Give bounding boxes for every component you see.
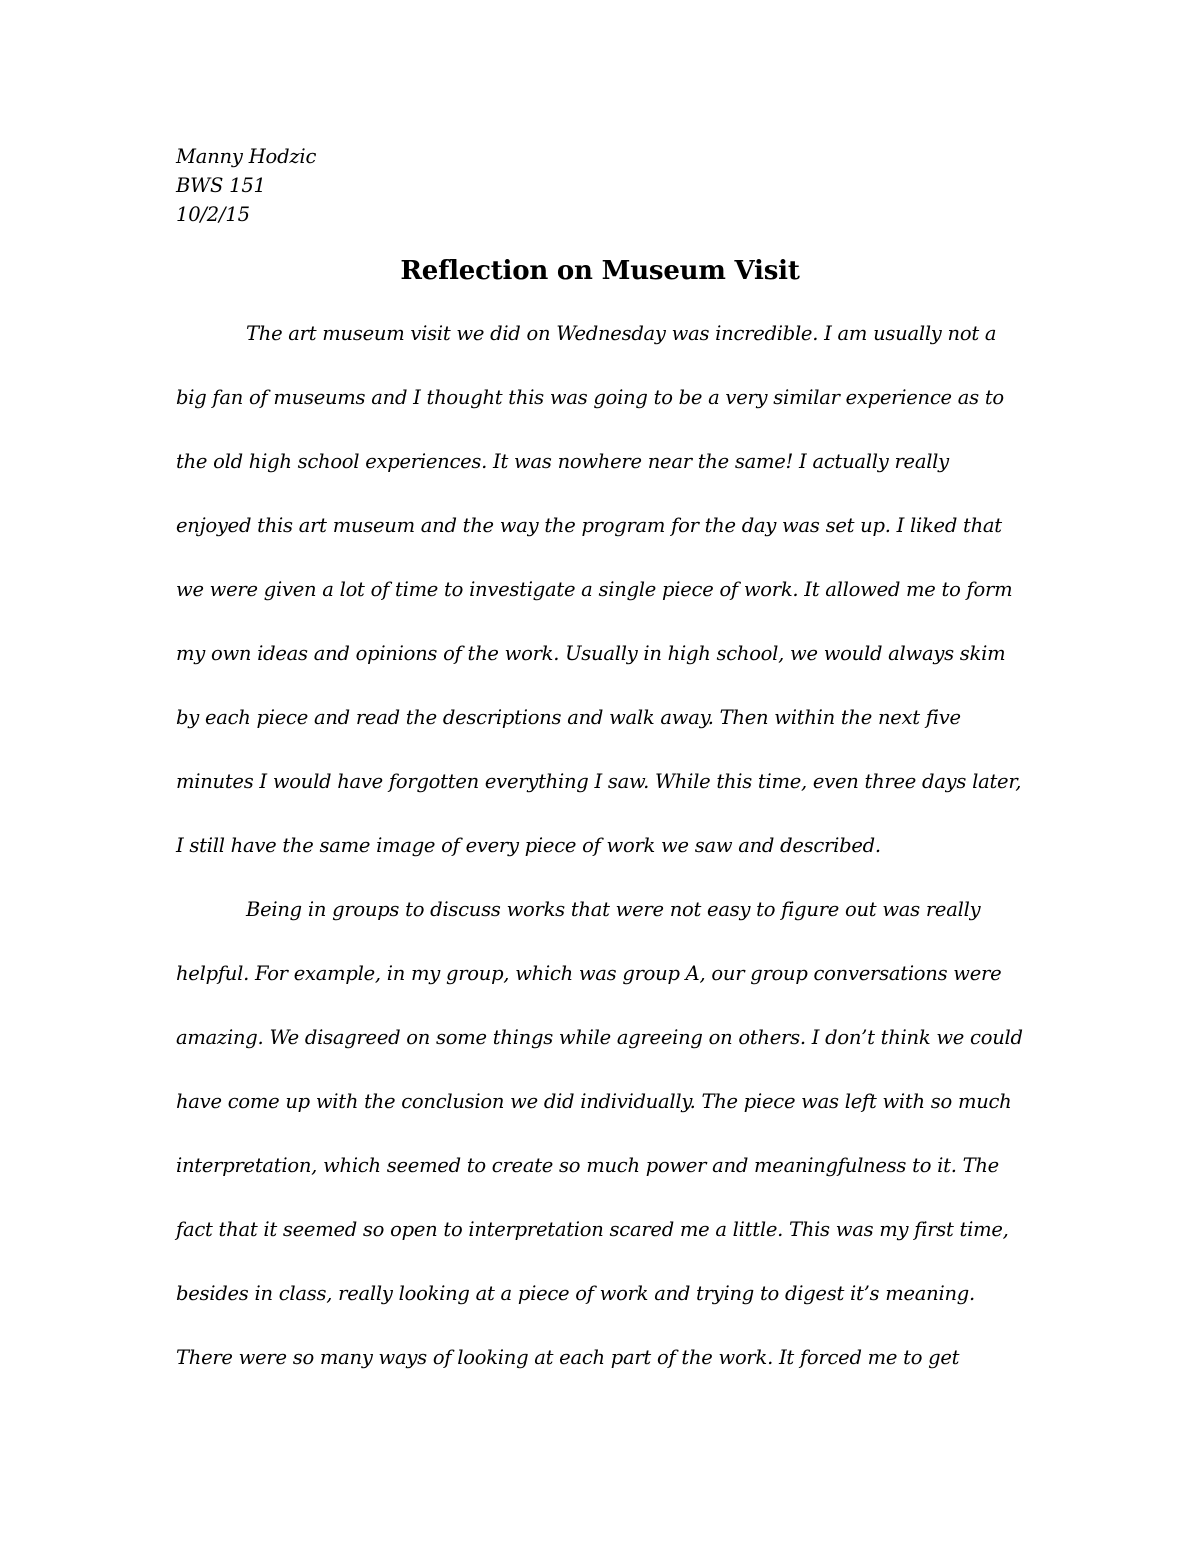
body-line: by each piece and read the descriptions and walk away. Then within the next five xyxy=(176,706,961,729)
body-line: amazing. We disagreed on some things while agreeing on others. I don’t think we could xyxy=(176,1026,1023,1049)
body-line: The art museum visit we did on Wednesday was incredible. I am usually not a xyxy=(246,322,997,345)
body-line: enjoyed this art museum and the way the program for the day was set up. I liked that xyxy=(176,514,1002,537)
body-line: big fan of museums and I thought this was going to be a very similar experience as to xyxy=(176,386,1004,409)
body-line: besides in class, really looking at a piece of work and trying to digest it’s meaning. xyxy=(176,1282,975,1305)
body-line: Being in groups to discuss works that were not easy to figure out was really xyxy=(246,898,981,921)
date-line: 10/2/15 xyxy=(176,203,250,226)
body-line: have come up with the conclusion we did individually. The piece was left with so much xyxy=(176,1090,1012,1113)
body-line: fact that it seemed so open to interpretation scared me a little. This was my first time, xyxy=(176,1218,1009,1241)
author-name: Manny Hodzic xyxy=(176,145,317,168)
header-block xyxy=(176,142,776,229)
body-line: interpretation, which seemed to create so much power and meaningfulness to it. The xyxy=(176,1154,999,1177)
document-body xyxy=(176,318,1056,1406)
document-title: Reflection on Museum Visit xyxy=(400,256,800,286)
body-line: we were given a lot of time to investigate a single piece of work. It allowed me to form xyxy=(176,578,1013,601)
body-line: There were so many ways of looking at each part of the work. It forced me to get xyxy=(176,1346,960,1369)
body-line: the old high school experiences. It was nowhere near the same! I actually really xyxy=(176,450,949,473)
course-code: BWS 151 xyxy=(176,174,266,197)
body-line: my own ideas and opinions of the work. Usually in high school, we would always skim xyxy=(176,642,1006,665)
body-line: I still have the same image of every piece of work we saw and described. xyxy=(176,834,881,857)
body-line: helpful. For example, in my group, which was group A, our group conversations were xyxy=(176,962,1002,985)
body-line: minutes I would have forgotten everything I saw. While this time, even three days later, xyxy=(176,770,1022,793)
